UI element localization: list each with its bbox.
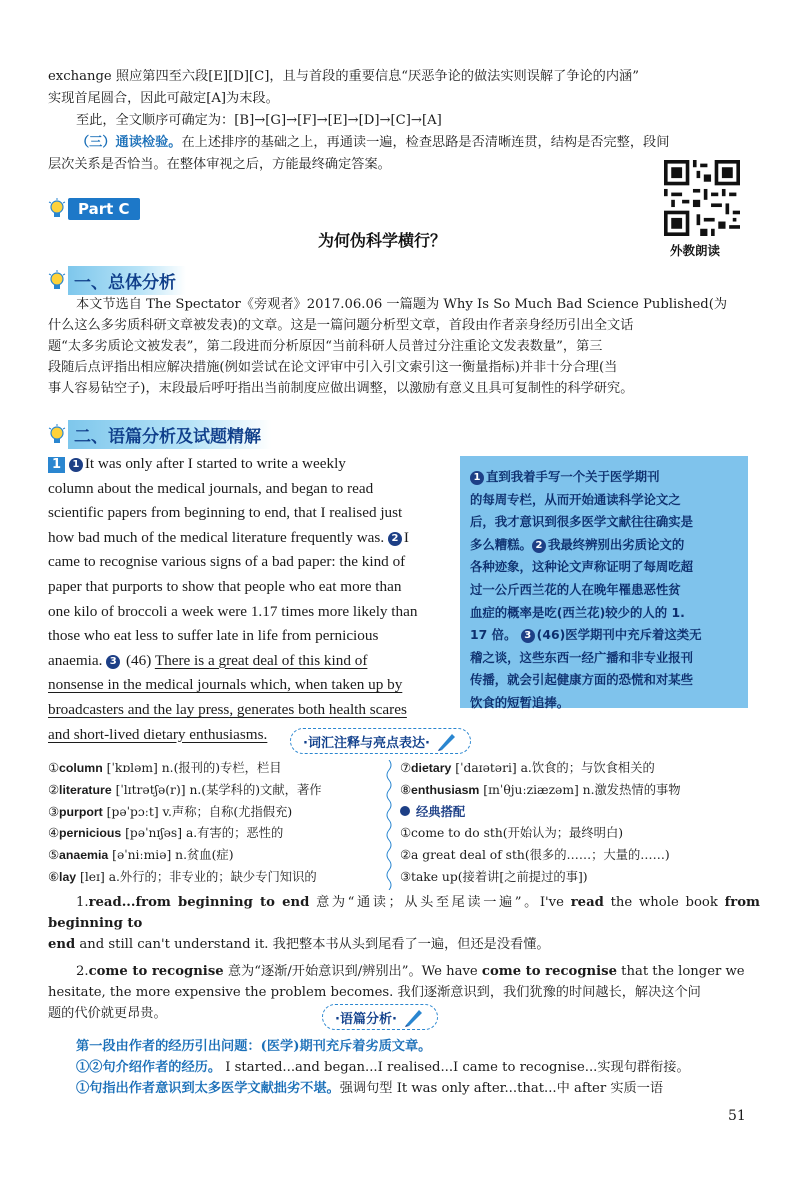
paragraph-number: 1 <box>48 457 65 473</box>
vocab-pill: ·词汇注释与亮点表达· <box>290 728 471 754</box>
note-2-cont: 题的代价就更昂贵。 <box>48 1006 167 1021</box>
passage-line: broadcasters and the lay press, generates both health scares <box>48 700 407 718</box>
part-c-header <box>48 198 140 220</box>
vocab-right-column <box>400 758 760 889</box>
section1-title: 一、总体分析 <box>68 266 186 295</box>
pen-icon <box>403 1006 425 1028</box>
classic-heading: 经典搭配 <box>400 802 760 824</box>
column-divider <box>384 760 394 890</box>
collocation-item: ②a great deal of sth(很多的……；大量的……) <box>400 848 670 863</box>
discourse-pill: ·语篇分析· <box>322 1004 438 1030</box>
vocab-left-column <box>48 758 378 889</box>
lightbulb-icon <box>48 270 66 292</box>
question-46-sentence[interactable]: There is a great deal of this kind of <box>154 651 368 669</box>
passage-line: 1 1 It was only after I started to write a weekly <box>48 452 448 477</box>
english-passage <box>48 452 448 747</box>
passage-line: those who eat less to suffer late in life from pernicious <box>48 627 379 645</box>
translation-box <box>460 456 748 708</box>
vocab-item: ⑧enthusiasm [ɪnˈθjuːziæzəm] n.激发热情的事物 <box>400 782 681 797</box>
sentence-marker: 2 <box>388 532 402 546</box>
vocab-item: ②literature [ˈlɪtrətʃə(r)] n.(某学科的)文献，著作 <box>48 782 322 797</box>
intro-line-3: 至此，全文顺序可确定为：[B]→[G]→[F]→[E]→[D]→[C]→[A] <box>76 113 442 128</box>
part-label: Part C <box>68 198 140 220</box>
passage-line: came to recognise various signs of a bad paper: the kind of <box>48 553 406 571</box>
note-2: 2.come to recognise 意为“逐渐/开始意识到/辨别出”。We have come to recognise that the longer we <box>76 964 745 979</box>
passage-line: anaemia. 3 (46) There is a great deal of this kind of <box>48 651 368 669</box>
discourse-analysis <box>76 1036 766 1099</box>
discourse-line: 第一段由作者的经历引出问题：(医学)期刊充斥着劣质文章。 <box>76 1039 432 1054</box>
note-1-cont: end and still can't understand it. 我把整本书从头到尾看了一遍，但还是没看懂。 <box>48 937 550 952</box>
discourse-line: ①句指出作者意识到太多医学文献拙劣不堪。强调句型 It was only after...that...中 after 实质一语 <box>76 1081 664 1096</box>
translation-text: 1 直到我着手写一个关于医学期刊 的每周专栏，从而开始通读科学论文之 后，我才意识到很多医学文献往往确实是 多么糟糕。 2 我最终辨别出劣质论文的 各种迹象，这种论文声称证明了每周吃超 过一公斤西兰花的人在晚年罹患恶性贫 血症的概率是吃(西兰花)较少的人的 1. 17 倍。 3 (46)医学期刊中充斥着这类无 稽之谈，这些东西一经广播和非专业报刊 传播，就会引起健康方面的恐慌和对某些 饮食的短暂追捧。 <box>470 469 702 710</box>
section2-header <box>48 420 271 449</box>
check-line <box>76 132 766 153</box>
note-1: 1.read...from beginning to end 意为“通读；从头至尾读一遍”。I've read the whole book from beginning to <box>48 895 760 931</box>
vocab-item: ④pernicious [pəˈnɪʃəs] a.有害的；恶性的 <box>48 826 284 841</box>
overview-line: 段随后点评指出相应解决措施(例如尝试在论文评审中引入引文索引这一衡量指标)并非十分合理(当 <box>48 360 618 375</box>
section1-header <box>48 266 186 295</box>
discourse-line: ①②句介绍作者的经历。 I started...and began...I realised...I came to recognise...实现句群衔接。 <box>76 1060 690 1075</box>
passage-line: nonsense in the medical journals which, when taken up by <box>48 676 403 694</box>
passage-line: column about the medical journals, and began to read <box>48 479 374 497</box>
vocab-item: ⑦dietary [ˈdaɪətəri] a.饮食的；与饮食相关的 <box>400 761 655 775</box>
sentence-marker: 1 <box>69 458 83 472</box>
collocation-item: ③take up(接着讲[之前提过的事]) <box>400 869 588 884</box>
intro-line-2: 实现首尾圆合，因此可敲定[A]为末段。 <box>48 91 279 106</box>
pen-icon <box>436 730 458 752</box>
check-line-2: 层次关系是否恰当。在整体审视之后，方能最终确定答案。 <box>48 157 391 172</box>
vocab-item: ⑥lay [leɪ] a.外行的；非专业的；缺少专门知识的 <box>48 869 317 884</box>
passage-line: paper that purports to show that people who eat more than <box>48 577 402 595</box>
qr-caption: 外教朗读 <box>670 243 721 258</box>
vocab-item: ⑤anaemia [əˈniːmiə] n.贫血(症) <box>48 848 234 863</box>
section2-title: 二、语篇分析及试题精解 <box>68 420 271 449</box>
collocation-item: ①come to do sth(开始认为；最终明白) <box>400 826 624 841</box>
passage-line: one kilo of broccoli a week were 1.17 times more likely than <box>48 602 418 620</box>
vocab-item: ①column [ˈkɒləm] n.(报刊的)专栏，栏目 <box>48 761 282 775</box>
page-number: 51 <box>728 1108 746 1124</box>
sentence-marker: 3 <box>106 655 120 669</box>
overview-paragraph <box>48 294 760 399</box>
overview-line: 本文节选自 The Spectator《旁观者》2017.06.06 一篇题为 Why Is So Much Bad Science Published(为 <box>76 297 728 312</box>
bullet-icon <box>400 806 410 816</box>
overview-line: 事人容易钻空子)，末段最后呼吁指出当前制度应做出调整，以激励有意义且具可复制性的科学研究。 <box>48 381 634 396</box>
overview-line: 题“太多劣质论文被发表”，第二段进而分析原因“当前科研人员普过分注重论文发表数量”，第三 <box>48 339 603 354</box>
qr-code-icon[interactable] <box>664 160 740 236</box>
check-text-1: 在上述排序的基础之上，再通读一遍，检查思路是否清晰连贯，结构是否完整，段间 <box>181 135 670 150</box>
passage-line: how bad much of the medical literature frequently was. 2 I <box>48 528 409 546</box>
note-2-cont: hesitate, the more expensive the problem becomes. 我们逐渐意识到，我们犹豫的时间越长，解决这个问 <box>48 985 701 1000</box>
intro-line-1: exchange 照应第四至六段[E][D][C]，且与首段的重要信息“厌恶争论的做法实则误解了争论的内涵” <box>48 69 639 84</box>
overview-line: 什么这么多劣质科研文章被发表)的文章。这是一篇问题分析型文章，首段由作者亲身经历引出全文话 <box>48 318 634 333</box>
passage-line: scientific papers from beginning to end, that I realised just <box>48 504 403 522</box>
check-label: （三）通读检验。 <box>76 135 182 150</box>
vocab-item: ③purport [pəˈpɔːt] v.声称；自称(尤指假充) <box>48 804 293 819</box>
article-title: 为何伪科学横行？ <box>318 231 447 250</box>
passage-line: and short-lived dietary enthusiasms. <box>48 725 268 743</box>
lightbulb-icon <box>48 424 66 446</box>
lightbulb-icon <box>48 198 66 220</box>
